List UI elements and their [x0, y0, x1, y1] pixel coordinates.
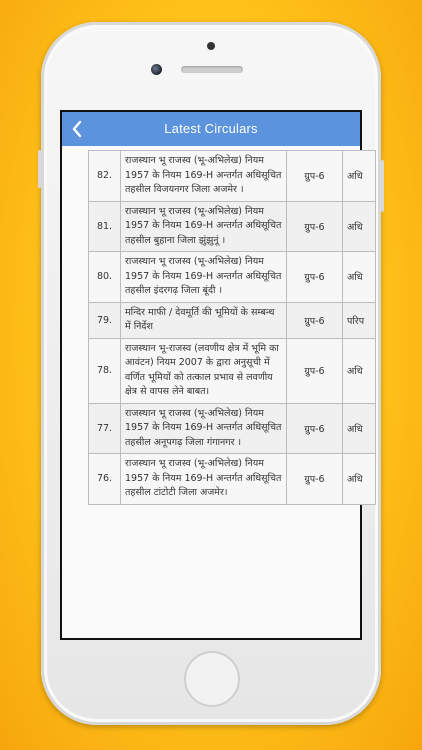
circular-group: ग्रुप-6: [287, 302, 343, 338]
circular-number: 80.: [89, 252, 121, 303]
table-row[interactable]: [89, 454, 376, 505]
circular-type: अधि: [343, 454, 376, 505]
circular-group: ग्रुप-6: [287, 252, 343, 303]
circular-type: अधि: [343, 252, 376, 303]
circular-number: 82.: [89, 151, 121, 202]
circular-subject: राजस्थान भू राजस्व (भू-अभिलेख) नियम 1957 के नियम 169-H अन्तर्गत अधिसूचित तहसील अनूपगढ़ जिला गंगानगर ।: [121, 403, 287, 454]
circular-number: 76.: [89, 454, 121, 505]
circular-type: अधि: [343, 201, 376, 252]
table-row[interactable]: [89, 252, 376, 303]
table-row[interactable]: [89, 151, 376, 202]
circular-subject: राजस्थान भू-राजस्व (लवणीय क्षेत्र में भूमि का आवंटन) नियम 2007 के द्वारा अनुसूची में वर्णित भूमियों को तत्काल प्रभाव से लवणीय क्षेत्र से वापस लेने बाबत।: [121, 338, 287, 403]
app-bar: [62, 112, 360, 146]
table-row[interactable]: [89, 403, 376, 454]
circular-type: अधि: [343, 151, 376, 202]
circular-subject: राजस्थान भू राजस्व (भू-अभिलेख) नियम 1957 के नियम 169-H अन्तर्गत अधिसूचित तहसील टांटोटी जिला अजमेर।: [121, 454, 287, 505]
phone-frame: [41, 22, 381, 725]
circular-number: 79.: [89, 302, 121, 338]
circular-subject: मन्दिर माफी / देवमूर्ति की भूमियों के सम्बन्ध में निर्देश: [121, 302, 287, 338]
circular-number: 81.: [89, 201, 121, 252]
circular-subject: राजस्थान भू राजस्व (भू-अभिलेख) नियम 1957 के नियम 169-H अन्तर्गत अधिसूचित तहसील इंदरगढ़ जिला बूंदी ।: [121, 252, 287, 303]
table-row[interactable]: [89, 201, 376, 252]
circular-group: ग्रुप-6: [287, 403, 343, 454]
circular-type: परिप: [343, 302, 376, 338]
page-title: Latest Circulars: [164, 121, 258, 136]
circular-group: ग्रुप-6: [287, 454, 343, 505]
circular-number: 78.: [89, 338, 121, 403]
earpiece-speaker: [181, 66, 243, 73]
phone-screen: [60, 110, 365, 640]
front-camera-icon: [151, 64, 162, 75]
circulars-table: [88, 150, 376, 505]
circulars-list[interactable]: [62, 146, 365, 638]
volume-button: [38, 150, 41, 188]
table-row[interactable]: [89, 338, 376, 403]
circular-group: ग्रुप-6: [287, 338, 343, 403]
circular-subject: राजस्थान भू राजस्व (भू-अभिलेख) नियम 1957 के नियम 169-H अन्तर्गत अधिसूचित तहसील विजयनगर जिला अजमेर ।: [121, 151, 287, 202]
top-sensor: [207, 42, 215, 50]
circular-subject: राजस्थान भू राजस्व (भू-अभिलेख) नियम 1957 के नियम 169-H अन्तर्गत अधिसूचित तहसील बुहाना जिला झुंझुनूं ।: [121, 201, 287, 252]
circular-type: अधि: [343, 338, 376, 403]
circular-number: 77.: [89, 403, 121, 454]
circular-group: ग्रुप-6: [287, 201, 343, 252]
home-button[interactable]: [184, 651, 240, 707]
power-button: [381, 160, 384, 212]
circular-type: अधि: [343, 403, 376, 454]
circular-group: ग्रुप-6: [287, 151, 343, 202]
table-row[interactable]: [89, 302, 376, 338]
